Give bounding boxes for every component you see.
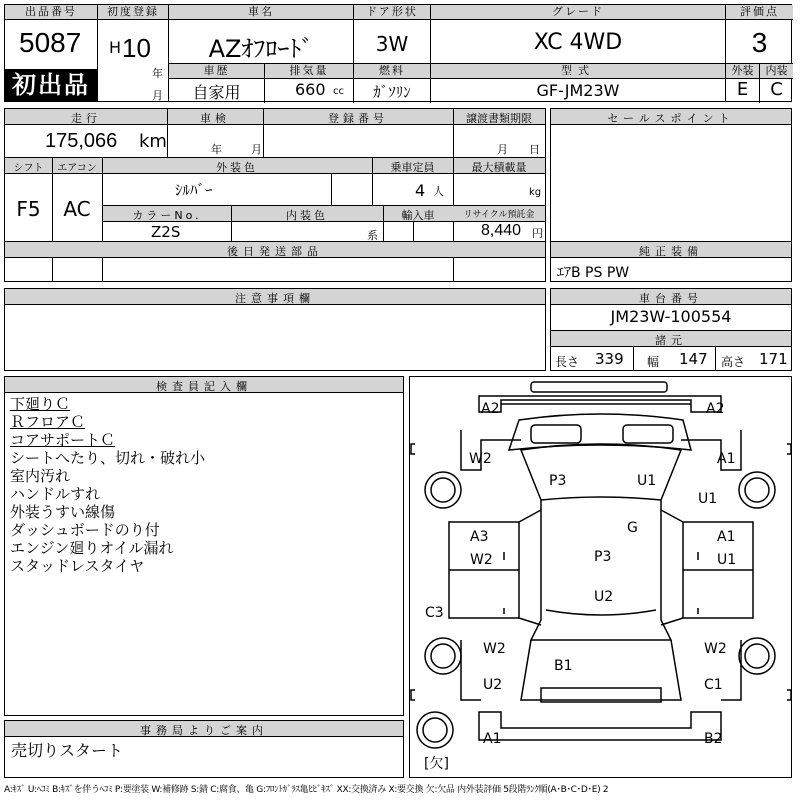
damage-mark: W2	[469, 451, 492, 467]
top-section	[4, 4, 792, 102]
month-unit: 月	[152, 89, 163, 102]
damage-mark: U1	[637, 473, 657, 489]
damage-mark: U1	[717, 552, 737, 568]
color-no: Z2S	[151, 223, 181, 241]
inspection-label: 車検	[200, 112, 230, 125]
damage-mark: U2	[594, 589, 614, 605]
mileage: 175,066	[45, 130, 118, 152]
sales-label: セールスポイント	[607, 112, 735, 125]
width: 147	[679, 350, 708, 368]
door-label: ドア形状	[354, 5, 430, 20]
int-label: 内装	[765, 64, 788, 77]
office-label: 事務局よりご案内	[140, 724, 268, 737]
history-label: 車歴	[203, 64, 230, 77]
mileage-label: 走行	[71, 112, 101, 125]
score: 3	[751, 27, 768, 58]
inspector-line: 室内汚れ	[10, 467, 71, 485]
ac: AC	[63, 197, 91, 221]
capacity-label: 乗車定員	[390, 161, 435, 174]
insp-month-unit: 月	[251, 143, 262, 156]
recycle-label: リサイクル預託金	[463, 210, 535, 220]
damage-mark: A1	[483, 731, 502, 747]
height: 171	[759, 350, 788, 368]
displacement: 660	[295, 80, 326, 99]
damage-mark: A1	[717, 451, 736, 467]
lot-number-label: 出品番号	[5, 5, 97, 20]
damage-mark: P3	[594, 549, 612, 565]
office-notice	[4, 720, 404, 778]
damage-mark: G	[627, 520, 638, 536]
person-unit: 人	[433, 185, 444, 198]
color: ｼﾙﾊﾞｰ	[175, 181, 213, 199]
inspector-label: 検査員記入欄	[156, 380, 252, 393]
caution-notes	[4, 288, 546, 371]
model: GF-JM23W	[536, 81, 620, 100]
height-label: 高さ	[721, 355, 746, 369]
recycle-fee: 8,440	[481, 222, 522, 239]
ac-label: エアコン	[57, 163, 97, 174]
shift: F5	[16, 197, 41, 221]
vehicle-details	[4, 108, 546, 282]
load-label: 最大積載量	[471, 161, 527, 174]
year-unit: 年	[152, 67, 163, 80]
cc-unit: cc	[333, 86, 344, 97]
era: H	[109, 38, 122, 57]
equip-label: 純正装備	[639, 245, 703, 258]
plate-label: 登録番号	[328, 112, 388, 125]
damage-diagram	[409, 376, 792, 778]
damage-mark: W2	[704, 641, 727, 657]
fuel-label: 燃料	[379, 64, 405, 77]
int-grade: C	[770, 79, 783, 100]
damage-mark: U1	[698, 491, 718, 507]
car-diagram	[410, 377, 791, 777]
insp-year-unit: 年	[211, 143, 222, 156]
damage-mark: A2	[706, 401, 725, 417]
km-unit: km	[139, 131, 167, 152]
spare-missing-label: 欠	[429, 756, 444, 772]
fuel: ｶﾞｿﾘﾝ	[373, 83, 411, 101]
inspector-line: 下廻りＣ	[10, 395, 71, 413]
inspector-notes	[4, 376, 404, 716]
yen-unit: 円	[532, 227, 543, 240]
inspector-line: 外装うすい線傷	[10, 503, 116, 521]
length: 339	[595, 350, 624, 368]
displacement-label: 排気量	[289, 64, 329, 77]
first-reg-label: 初度登録	[98, 5, 168, 20]
caution-label: 注意事項欄	[235, 292, 315, 305]
car-name-label: 車名	[169, 5, 353, 20]
inspector-lines	[10, 395, 205, 575]
shift-label: シフト	[13, 163, 44, 174]
color-no-label: カラーNo.	[132, 209, 202, 222]
later-parts-label: 後日発送部品	[227, 245, 323, 258]
damage-mark: C3	[425, 605, 444, 621]
inspector-line: スタッドレスタイヤ	[10, 557, 145, 575]
inspector-line: エンジン廻りオイル漏れ	[10, 539, 174, 557]
transfer-label: 譲渡書類期限	[466, 112, 532, 125]
color-label: 外装色	[216, 161, 258, 174]
score-label: 評価点	[726, 5, 793, 20]
spare-missing: [欠]	[424, 756, 449, 772]
length-label: 長さ	[555, 355, 580, 369]
transfer-month-unit: 月	[497, 143, 508, 156]
damage-mark: B2	[704, 731, 723, 747]
car-name: AZｵﾌﾛｰﾄﾞ	[208, 35, 314, 63]
kei-unit: 系	[367, 229, 378, 242]
chassis-info	[550, 288, 792, 371]
damage-mark: A2	[481, 401, 500, 417]
transfer-day-unit: 日	[529, 143, 540, 156]
door-type: 3W	[375, 32, 409, 56]
damage-mark: A1	[717, 529, 736, 545]
import-label: 輸入車	[401, 209, 435, 222]
first-listing-badge: 初出品	[5, 69, 97, 102]
history: 自家用	[192, 83, 241, 102]
int-color-label: 内装色	[286, 209, 328, 222]
inspector-line: ＲフロアＣ	[10, 413, 86, 431]
ext-grade: E	[736, 79, 749, 100]
damage-mark: W2	[470, 552, 493, 568]
damage-mark: W2	[483, 641, 506, 657]
inspector-line: シートへたり、切れ・破れ小	[10, 449, 206, 467]
capacity: 4	[415, 181, 426, 200]
chassis-label: 車台番号	[639, 292, 703, 305]
kg-unit: kg	[529, 187, 542, 198]
legend: A:ｷｽﾞ U:ﾍｺﾐ B:ｷｽﾞを伴うﾍｺﾐ P:要塗装 W:補修跡 S:錆 C:腐食、亀 G:ﾌﾛﾝﾄｶﾞﾗｽ亀ﾋﾋﾞｷｽﾞ XX:交換済み X:要交換 欠:欠品 内外装評価 5段階ﾗﾝｸ順(A･B･C･D･E) 2	[4, 785, 609, 795]
lot-number: 5087	[19, 27, 82, 58]
inspector-line: ハンドルすれ	[10, 485, 101, 503]
equipment: ｴｱB PS PW	[557, 265, 630, 281]
inspector-line: コアサポートＣ	[10, 431, 116, 449]
damage-mark: U2	[483, 677, 503, 693]
inspector-line: ダッシュボードのり付	[10, 521, 160, 539]
reg-year: 10	[122, 33, 151, 63]
damage-mark: C1	[704, 677, 723, 693]
office-text: 売切りスタート	[11, 741, 124, 760]
grade: XC 4WD	[533, 30, 623, 55]
damage-mark: A3	[470, 529, 489, 545]
sales-points	[550, 108, 792, 282]
chassis-number: JM23W-100554	[610, 307, 732, 326]
width-label: 幅	[647, 355, 660, 369]
damage-mark: P3	[549, 473, 567, 489]
damage-mark: B1	[554, 658, 573, 674]
ext-label: 外装	[731, 64, 754, 77]
model-label: 型式	[561, 64, 595, 77]
dims-label: 諸元	[655, 334, 687, 347]
grade-label: グレード	[431, 5, 725, 20]
